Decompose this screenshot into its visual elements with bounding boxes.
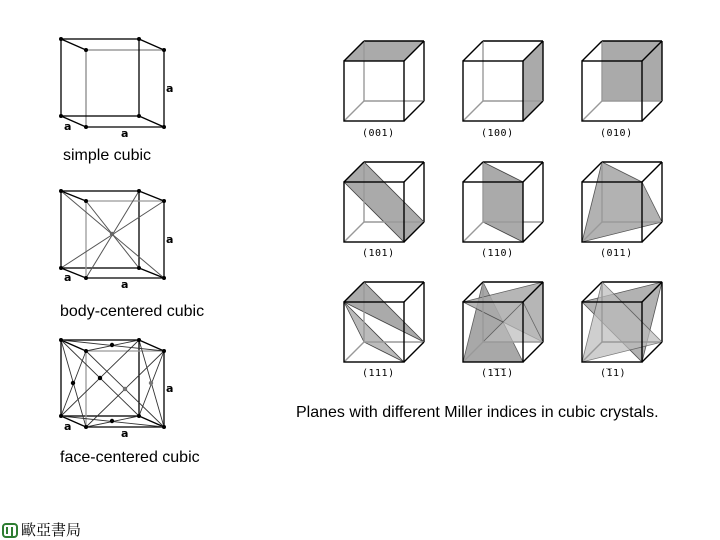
simple-cubic-label: simple cubic bbox=[63, 147, 152, 164]
publisher-logo bbox=[2, 519, 81, 540]
plane-label-011: (011) bbox=[600, 248, 633, 259]
sc-edge-label-bottom: a bbox=[121, 127, 129, 140]
bcc-edge-label-right: a bbox=[166, 233, 174, 246]
plane-label-010: (010) bbox=[600, 128, 633, 139]
plane-label-110: (110) bbox=[481, 248, 514, 259]
plane-011-cube bbox=[582, 162, 662, 242]
plane-001-cube bbox=[344, 41, 424, 121]
bcc-edge-label-left: a bbox=[64, 271, 72, 284]
sc-edge-label-left: a bbox=[64, 120, 72, 133]
plane-100-cube bbox=[463, 41, 543, 121]
publisher-logo-text: 歐亞書局 bbox=[21, 521, 82, 539]
plane-110-cube bbox=[463, 162, 543, 242]
fcc-edge-label-right: a bbox=[166, 382, 174, 395]
plane-010-cube bbox=[582, 41, 662, 121]
bcc-edge-label-bottom: a bbox=[121, 278, 129, 291]
plane-label-100: (100) bbox=[481, 128, 514, 139]
publisher-logo-icon bbox=[2, 521, 18, 539]
figure-caption: Planes with different Miller indices in cubic crystals. bbox=[296, 404, 659, 421]
plane-label-1bar1bar1: (1̅1̅1) bbox=[481, 368, 514, 379]
sc-edge-label-right: a bbox=[166, 82, 174, 95]
fcc-edge-label-bottom: a bbox=[121, 427, 129, 440]
fcc-label: face-centered cubic bbox=[60, 449, 200, 466]
bcc-label: body-centered cubic bbox=[60, 303, 205, 320]
plane-111-cube bbox=[344, 282, 424, 362]
plane-label-101: (101) bbox=[362, 248, 395, 259]
plane-label-bar111: (̅11) bbox=[600, 368, 627, 379]
fcc-edge-label-left: a bbox=[64, 420, 72, 433]
plane-bar111-cube bbox=[582, 282, 662, 362]
plane-label-001: (001) bbox=[362, 128, 395, 139]
plane-1bar1bar1-cube bbox=[463, 282, 543, 362]
plane-label-111: (111) bbox=[362, 368, 395, 379]
plane-101-cube bbox=[344, 162, 424, 242]
